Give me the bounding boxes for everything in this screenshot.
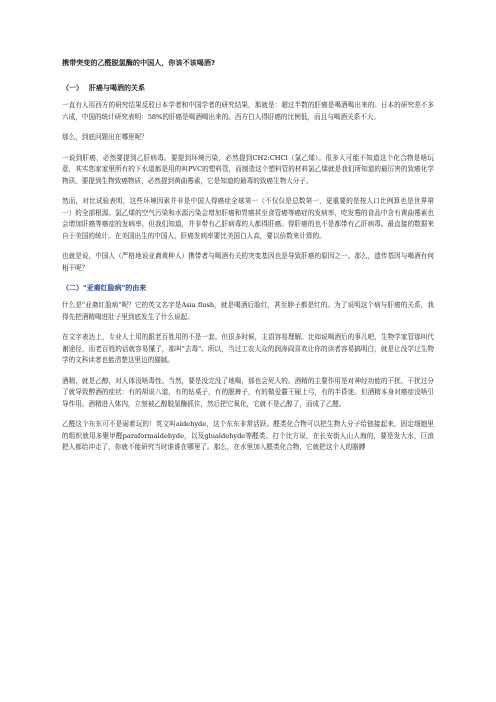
paragraph: 一直有人用西方的研究结果反驳日本学者和中国学者的研究结果，那就是：超过半数的肝癌是喝酒喝出来的。日本的研究差不多六成，中国的统计研究表明：58%的肝癌是喝酒喝出来的。西方白人得肝癌的比例低，而且与喝酒关系不大。	[62, 101, 434, 121]
paragraph: 一说到肝癌，必然要提到乙肝病毒。要提到环境污染，必然提到CH2:CHCl（氯乙烯）。很多人可能不知道这个化合物是啥玩意，其实您家家里所有的下水道都是用的叫PVC的塑料管，而制造这个塑料管的材料氯乙烯就是我们所知道的最厉害的致癌化学物质。要提到生物致癌物质，必然提到黄曲霉素，它是知道的最毒的致癌生物大分子。	[62, 153, 434, 185]
paragraph: 那么，到底问题出在哪里呢？	[62, 133, 148, 141]
paragraph: 也就是说，中国人（严格地说亚裔黄种人）携带者与喝酒有关的突变基因也是导致肝癌的原因之一。那么，遗传基因与喝酒有何相干呢？	[62, 252, 434, 272]
section-title: "亚裔红脸病"的由来	[83, 284, 147, 292]
section-title: 肝癌与喝酒的关系	[89, 84, 145, 92]
section-number: （一）	[62, 84, 83, 92]
document-title: 携带突变的乙醛脱氢酶的中国人，你该不该喝酒?	[62, 58, 216, 67]
paragraph: 在文字表达上，专业人士用的跟老百姓用的不是一套。但很多时候，主语容易理解。比如说喝酒后的事儿吧，生物学家管那叫代谢途径，而老百姓的话就容易懂了，那叫"去毒"。所以，当过工农大众的润涛阎喜欢让你的读者容易搞明白，就是让没学过生物学的文科读者也能清楚这里边的猫腻。	[62, 333, 434, 364]
paragraph: 酒精，就是乙醇，对人体没啥毒性。当然，要是没完没了地喝，那也会死人的。酒精的主要作用是对神经功能的干扰，干扰过分了就导致醉酒的症状：有的胡说八道，有的钻桌子，有的脱裤子，有的做爱霸王硬上弓，有的半昏迷。但酒精本身对癌症没啥引导作用。酒精进入体内，立刻被乙醇脱氢酶抓住，然后把它氧化，它就不是乙醇了，而成了乙醛。	[62, 376, 434, 408]
paragraph: 然而，对比试验表明，这些环境因素并非是中国人得癌症全球第一（不仅仅是总数第一，更重要的是按人口比例算也是世界第一）的全部根源。氯乙烯的空气污染和水源污染会增加肝癌和胃癌甚至食管癌等癌症的发病率，吃发霉的食品中含有黄曲霉素也会增加肝癌等癌症的发病率，但我们知道，并非带有乙肝病毒的人都得肝癌。得肝癌的也不是都带有乙肝病毒。最直接的数据来自于美国的统计。在美国出生的中国人，肝癌发病率要比美国白人高，要以倍数来计算的。	[62, 197, 434, 240]
section-heading-2	[62, 283, 434, 293]
document-body	[62, 58, 434, 463]
paragraph: 乙醛这个东东可不是闹着玩的！英文叫aldehyde，这个东东非常活跃。醛类化合物可以把生物大分子给链接起来，固定细胞里的组织就用多聚甲醛paraformaldehyde，以及glualdehyde等醛类。打个比方说，在长安街人山人海的，要是发大水，巨浪把人都给冲走了，你就不能研究当时谁谁在哪里了。那么，在水里加入醛类化合物，它就把这个人的胳膊	[62, 420, 434, 451]
paragraph: 什么是"亚裔红脸病"呢？它的英文名字是Asia flush，就是喝酒后脸红，甚至脖子都是红的。为了说明这个病与肝癌的关系，我得先把酒精喝进肚子里到底发生了什么说起。	[62, 301, 434, 321]
section-number: （二）	[62, 284, 83, 292]
section-heading-1	[62, 83, 434, 93]
